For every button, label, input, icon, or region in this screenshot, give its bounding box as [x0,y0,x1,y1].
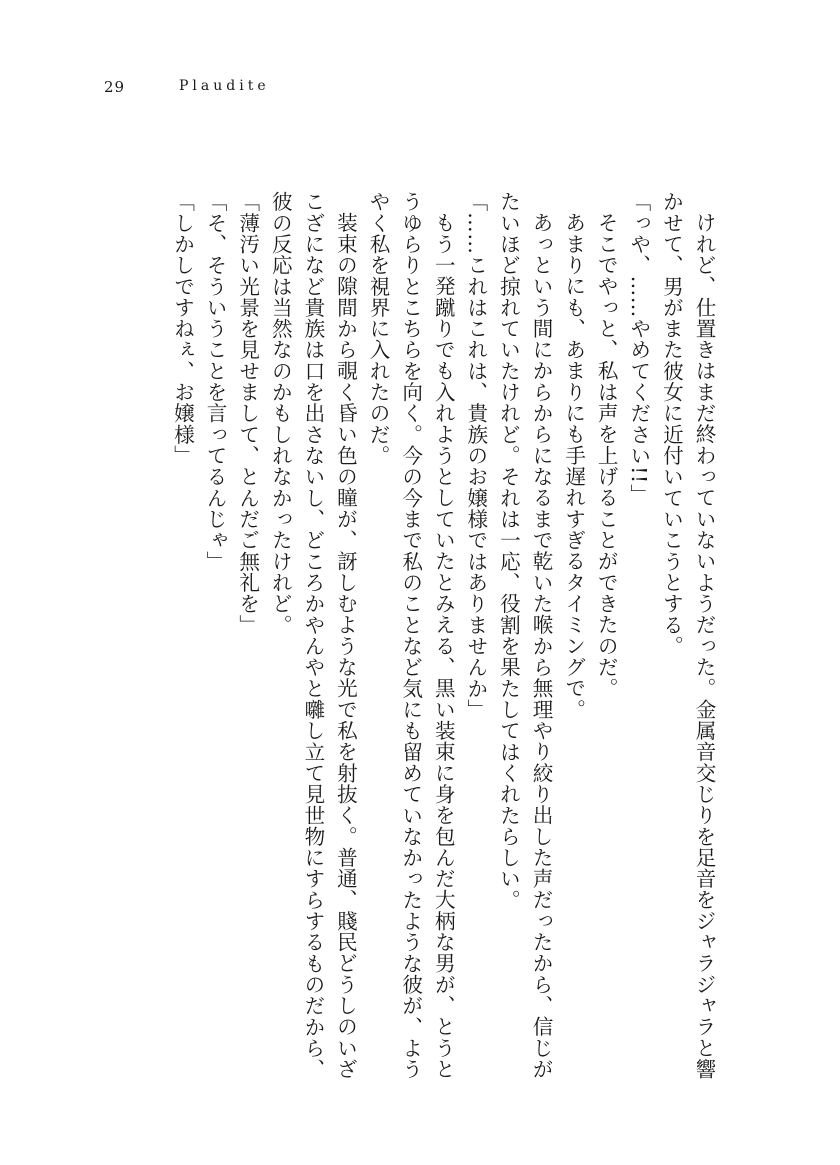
paragraph: けれど、仕置きはまだ終わっていないようだった。金属音交じりを足音をジャラジャラと響かせて、男がまた彼女に近付いていこうとする。 [659,191,716,1080]
dialogue-line: 「っや、……やめてください!!」 [626,191,651,505]
dialogue-line: 「薄汚い光景を見せまして、とんだご無礼を」 [235,191,260,636]
dialogue-line: 「そ、そういうことを言ってるんじゃ」 [203,191,228,572]
paragraph: そこでやっと、私は声を上げることができたのだ。 [594,211,619,699]
paragraph: 装束の隙間から覗く昏い色の瞳が、訝しむような光で私を射抜く。普通、賤民どうしのいざこざになど貴族は口を出さないし、どころかやんやと囃し立て見世物にすらするものだから、彼の反応は当然なのかもしれなかったけれど。 [268,191,358,1080]
page-number: 29 [104,78,126,96]
paragraph: あっという間にからからになるまで乾いた喉から無理やり絞り出した声だったから、信じがたいほど掠れていたけれど。それは一応、役割を果たしてはくれたらしい。 [496,191,554,1080]
paragraph: もう一発蹴りでも入れようとしていたとみえる、黒い装束に身を包んだ大柄な男が、とうとうゆらりとこちらを向く。今の今まで私のことなど気にも留めていなかったような彼が、ようやく私を視界に入れたのだ。 [366,191,456,1080]
dialogue-line: 「しかしですねぇ、お嬢様」 [170,191,195,467]
vertical-text-body [100,191,720,1091]
dialogue-line: 「……これはこれは、貴族のお嬢様ではありませんか」 [463,191,488,720]
paragraph: あまりにも、あまりにも手遅れすぎるタイミングで。 [561,211,586,720]
running-title: Plaudite [179,78,270,94]
